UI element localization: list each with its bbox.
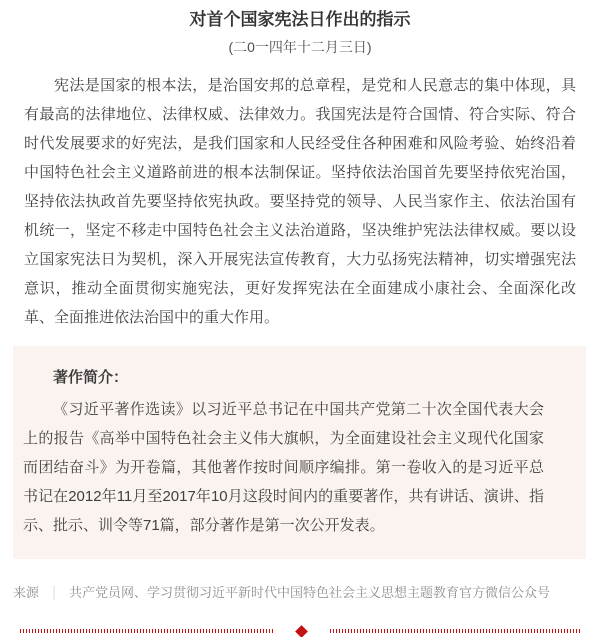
article-body-paragraph: 宪法是国家的根本法，是治国安邦的总章程，是党和人民意志的集中体现，具有最高的法律地位、法律权威、法律效力。我国宪法是符合国情、符合实际、符合时代发展要求的好宪法，是我们国家和人民经受住各种困难和风险考验、始终沿着中国特色社会主义道路前进的根本法制保证。坚持依法治国首先要坚持依宪治国，坚持依法执政首先要坚持依宪执政。要坚持党的领导、人民当家作主、依法治国有机统一，坚定不移走中国特色社会主义法治道路，坚决维护宪法法律权威。要以设立国家宪法日为契机，深入开展宪法宣传教育，大力弘扬宪法精神，切实增强宪法意识，推动全面贯彻实施宪法，更好发挥宪法在全面建成小康社会、全面深化改革、全面推进依法治国中的重大作用。 bbox=[24, 77, 576, 326]
source-label: 来源 bbox=[13, 585, 40, 600]
article-title: 对首个国家宪法日作出的指示 bbox=[189, 10, 411, 29]
diamond-icon bbox=[295, 625, 308, 637]
source-separator: ｜ bbox=[47, 585, 62, 601]
source-text: 共产党员网、学习贯彻习近平新时代中国特色社会主义思想主题教育官方微信公众号 bbox=[69, 585, 551, 600]
intro-paragraph: 《习近平著作选读》以习近平总书记在中国共产党第二十次全国代表大会上的报告《高举中国特色社会主义伟大旗帜，为全面建设社会主义现代化国家而团结奋斗》为开卷篇，其他著作按时间顺序编排。第一卷收入的是习近平总书记在2012年11月至2017年10月这段时间内的重要著作，共有讲话、演讲、指示、批示、训令等71篇，部分著作是第一次公开发表。 bbox=[23, 401, 544, 534]
book-intro-box bbox=[13, 346, 586, 559]
dotted-line-right-icon bbox=[330, 629, 583, 633]
intro-heading: 著作简介： bbox=[53, 369, 129, 386]
article-page bbox=[0, 9, 600, 601]
footer-divider bbox=[20, 625, 582, 637]
dotted-line-left-icon bbox=[20, 629, 273, 633]
source-line bbox=[13, 584, 586, 602]
article-date: (二0一四年十二月三日) bbox=[228, 39, 372, 55]
